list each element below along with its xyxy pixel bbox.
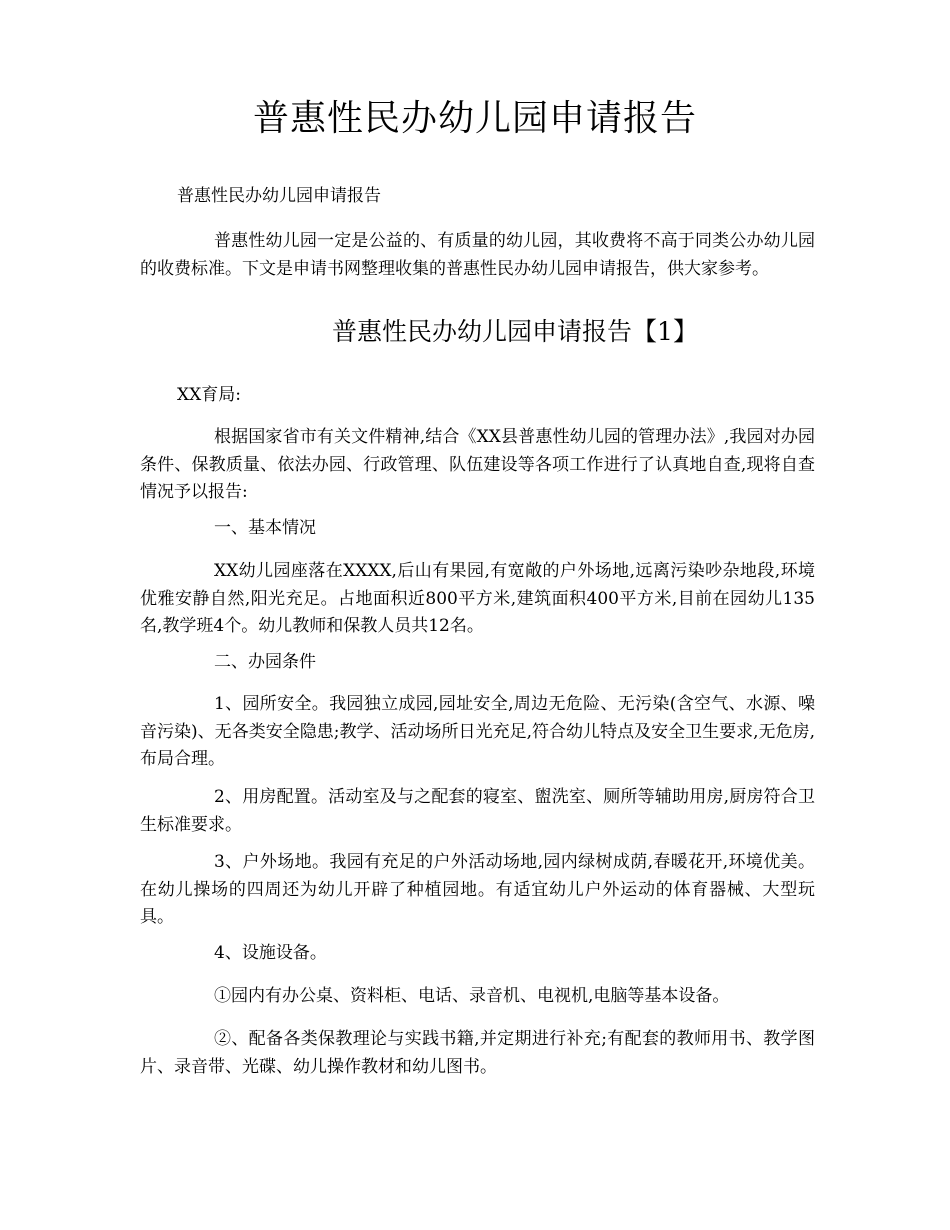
- document-title: 普惠性民办幼儿园申请报告: [252, 98, 697, 139]
- paragraph-3: 1、园所安全。我园独立成园,园址安全,周边无危险、无污染(含空气、水源、噪音污染)、无各类安全隐患;教学、活动场所日光充足,符合幼儿特点及安全卫生要求,无危房,布局合理。: [140, 694, 815, 769]
- salutation: XX育局:: [177, 385, 241, 405]
- paragraph-4: 2、用房配置。活动室及与之配套的寝室、盥洗室、厕所等辅助用房,厨房符合卫生标准要求。: [140, 787, 815, 835]
- paragraph-1: 根据国家省市有关文件精神,结合《XX县普惠性幼儿园的管理办法》,我园对办园条件、保教质量、依法办园、行政管理、队伍建设等各项工作进行了认真地自查,现将自查情况予以报告:: [140, 427, 815, 502]
- paragraph-6: ①园内有办公桌、资料柜、电话、录音机、电视机,电脑等基本设备。: [214, 986, 730, 1006]
- intro-heading: 普惠性民办幼儿园申请报告: [177, 186, 381, 206]
- heading-facilities: 4、设施设备。: [214, 943, 327, 963]
- paragraph-7: ②、配备各类保教理论与实践书籍,并定期进行补充;有配套的教师用书、教学图片、录音带、光碟、幼儿操作教材和幼儿图书。: [140, 1029, 815, 1077]
- section-title: 普惠性民办幼儿园申请报告【1】: [332, 317, 698, 346]
- intro-paragraph: 普惠性幼儿园一定是公益的、有质量的幼儿园，其收费将不高于同类公办幼儿园的收费标准。下文是申请书网整理收集的普惠性民办幼儿园申请报告，供大家参考。: [140, 231, 815, 279]
- paragraph-2: XX幼儿园座落在XXXX,后山有果园,有宽敞的户外场地,远离污染吵杂地段,环境优雅安静自然,阳光充足。占地面积近800平方米,建筑面积400平方米,目前在园幼儿135名,教学班4个。幼儿教师和保教人员共12名。: [140, 561, 815, 636]
- paragraph-5: 3、户外场地。我园有充足的户外活动场地,园内绿树成荫,春暖花开,环境优美。在幼儿操场的四周还为幼儿开辟了种植园地。有适宜幼儿户外运动的体育器械、大型玩具。: [140, 852, 815, 927]
- heading-conditions: 二、办园条件: [214, 652, 316, 672]
- heading-basic-situation: 一、基本情况: [214, 518, 316, 538]
